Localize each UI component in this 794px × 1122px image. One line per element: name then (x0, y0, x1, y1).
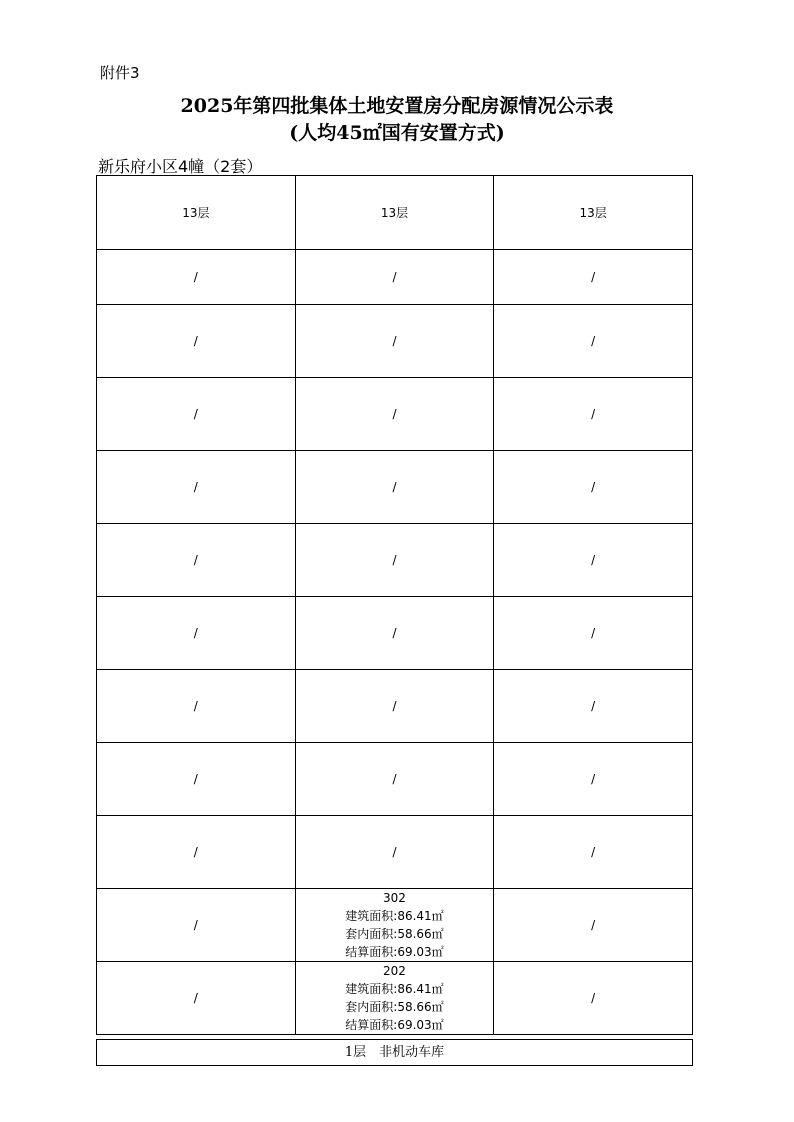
empty-cell: / (295, 597, 494, 670)
empty-cell: / (494, 451, 693, 524)
empty-cell: / (494, 597, 693, 670)
empty-cell: / (97, 597, 296, 670)
empty-cell: / (97, 670, 296, 743)
empty-cell: / (97, 524, 296, 597)
empty-cell: / (494, 250, 693, 305)
empty-cell: / (295, 816, 494, 889)
empty-cell: / (97, 743, 296, 816)
building-label: 新乐府小区4幢（2套） (98, 157, 263, 176)
empty-cell: / (295, 305, 494, 378)
column-header: 13层 (97, 176, 296, 250)
empty-cell: / (494, 524, 693, 597)
table-row (97, 743, 693, 816)
empty-cell: / (295, 524, 494, 597)
empty-cell: / (494, 889, 693, 962)
unit-cell-202 (295, 962, 494, 1035)
page-title: 2025年第四批集体土地安置房分配房源情况公示表 (180, 95, 614, 117)
empty-cell: / (97, 250, 296, 305)
empty-cell: / (494, 670, 693, 743)
empty-cell: / (97, 451, 296, 524)
empty-cell: / (97, 816, 296, 889)
table-row (97, 816, 693, 889)
table-row (97, 670, 693, 743)
unit-cell-302 (295, 889, 494, 962)
empty-cell: / (295, 743, 494, 816)
column-header: 13层 (295, 176, 494, 250)
garage-row: 1层 非机动车库 (96, 1039, 693, 1066)
housing-table (96, 175, 693, 1035)
empty-cell: / (295, 250, 494, 305)
empty-cell: / (494, 816, 693, 889)
column-header: 13层 (494, 176, 693, 250)
unit-room-number: 302 (383, 891, 406, 905)
unit-inner-area: 套内面积:58.66㎡ (345, 927, 444, 941)
empty-cell: / (97, 378, 296, 451)
empty-cell: / (295, 670, 494, 743)
attachment-label: 附件3 (100, 64, 140, 82)
table-row (97, 250, 693, 305)
table-row (97, 597, 693, 670)
unit-inner-area: 套内面积:58.66㎡ (345, 1000, 444, 1014)
table-row (97, 305, 693, 378)
table-row (97, 378, 693, 451)
table-row (97, 524, 693, 597)
unit-settle-area: 结算面积:69.03㎡ (345, 945, 444, 959)
empty-cell: / (494, 305, 693, 378)
empty-cell: / (97, 889, 296, 962)
page-subtitle: (人均45㎡国有安置方式) (289, 122, 505, 144)
empty-cell: / (97, 305, 296, 378)
empty-cell: / (494, 378, 693, 451)
empty-cell: / (295, 378, 494, 451)
empty-cell: / (494, 962, 693, 1035)
table-row (97, 451, 693, 524)
table-row (97, 889, 693, 962)
table-row (97, 962, 693, 1035)
empty-cell: / (97, 962, 296, 1035)
unit-building-area: 建筑面积:86.41㎡ (345, 982, 444, 996)
header-row (97, 176, 693, 250)
unit-room-number: 202 (383, 964, 406, 978)
empty-cell: / (295, 451, 494, 524)
unit-settle-area: 结算面积:69.03㎡ (345, 1018, 444, 1032)
empty-cell: / (494, 743, 693, 816)
unit-building-area: 建筑面积:86.41㎡ (345, 909, 444, 923)
